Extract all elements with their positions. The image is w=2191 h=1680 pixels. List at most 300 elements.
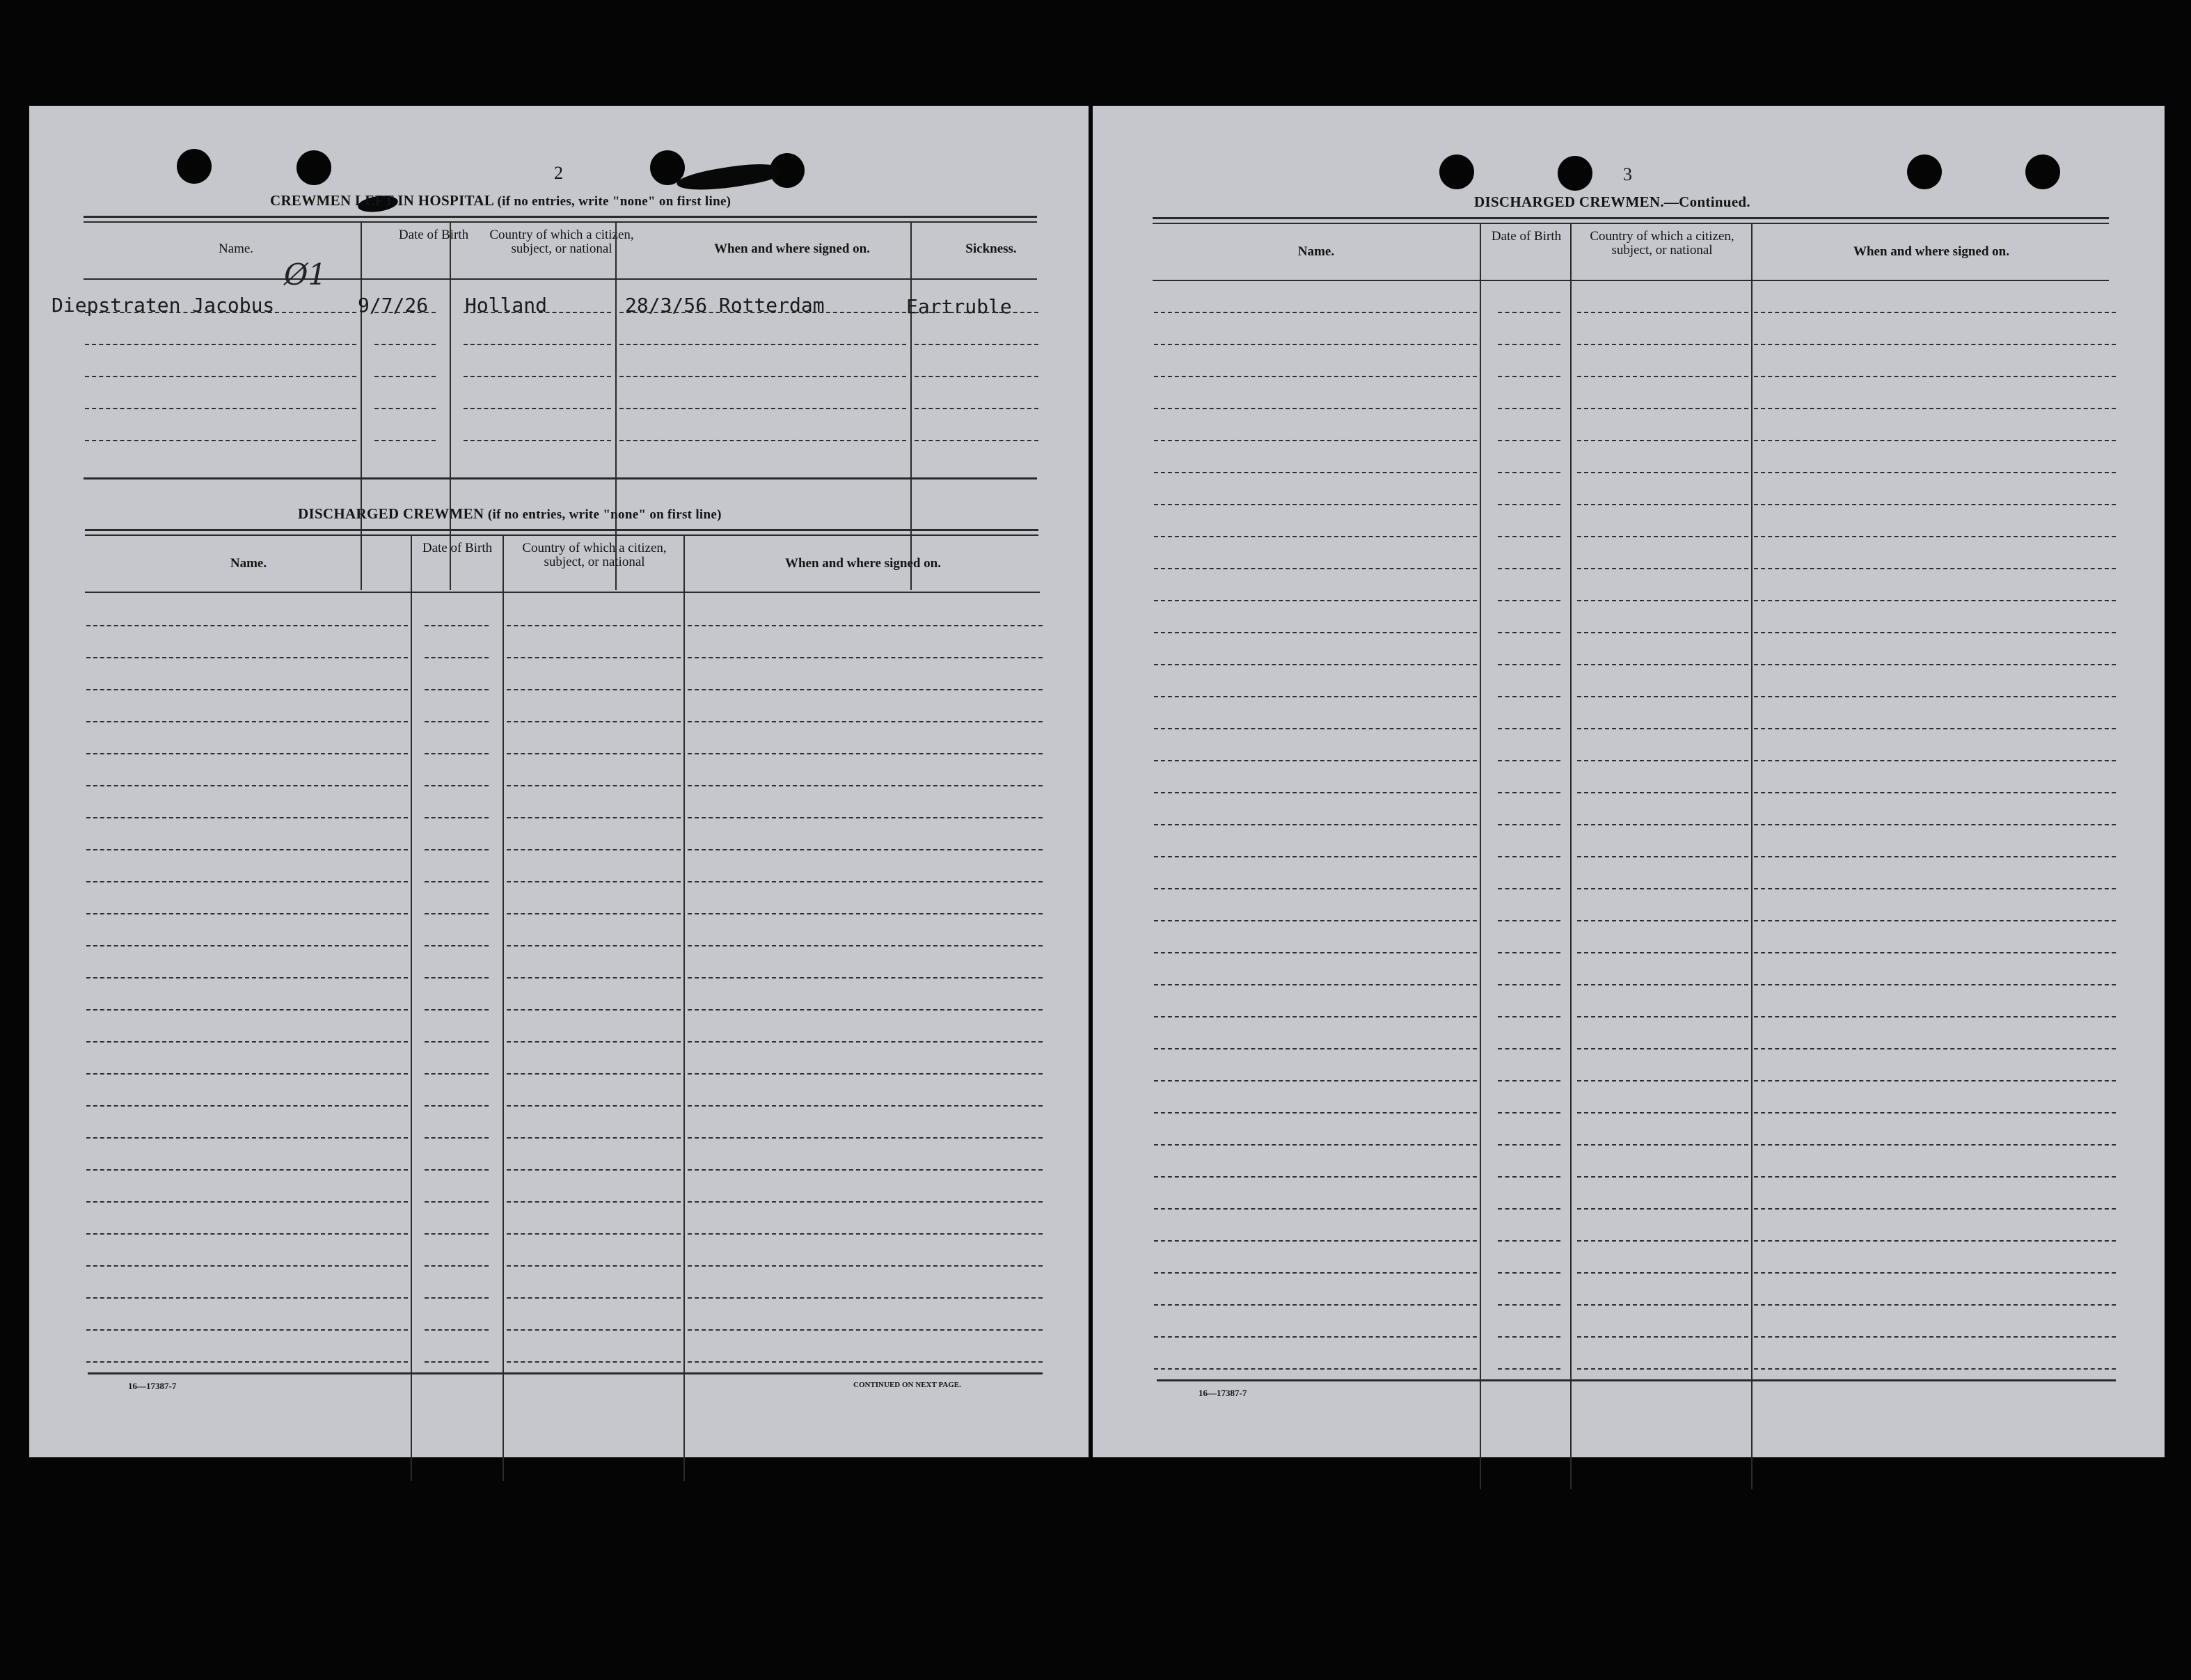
ruled-line	[425, 1265, 489, 1267]
ruled-line	[86, 785, 408, 786]
ruled-line	[1154, 1272, 1477, 1274]
ruled-line	[507, 1041, 681, 1043]
ruled-line	[86, 1041, 408, 1043]
ruled-line	[1577, 1048, 1748, 1049]
ruled-line	[688, 1233, 1043, 1235]
col-header-name: Name.	[1297, 244, 1335, 259]
ruled-line	[1154, 1144, 1477, 1146]
ruled-line	[1154, 1016, 1477, 1017]
ruled-line	[86, 1201, 408, 1203]
ruled-line	[507, 625, 681, 626]
rule	[88, 1372, 1043, 1374]
form-number: 16—17387-7	[128, 1381, 177, 1391]
ruled-line	[86, 1137, 408, 1139]
ruled-line	[1754, 504, 2116, 505]
ruled-line	[1154, 600, 1477, 601]
ruled-line	[425, 657, 489, 658]
ruled-line	[1498, 536, 1560, 537]
ruled-line	[507, 945, 681, 946]
ruled-line	[464, 376, 611, 377]
ruled-line	[1754, 472, 2116, 473]
ruled-line	[1577, 1112, 1748, 1114]
ruled-line	[688, 1009, 1043, 1011]
punch-hole	[1907, 154, 1942, 189]
ruled-line	[1754, 984, 2116, 985]
ruled-line	[688, 1169, 1043, 1171]
ruled-line	[1577, 536, 1748, 537]
ruled-line	[1154, 1240, 1477, 1242]
ruled-line	[1498, 1240, 1560, 1242]
ruled-line	[1154, 824, 1477, 825]
ruled-line	[85, 344, 356, 345]
ruled-line	[688, 817, 1043, 818]
ruled-line	[1498, 1368, 1560, 1370]
ruled-line	[1498, 632, 1560, 633]
ruled-line	[1498, 1016, 1560, 1017]
ruled-line	[1577, 856, 1748, 857]
punch-hole	[2025, 154, 2060, 189]
ruled-line	[1754, 1080, 2116, 1081]
ruled-line	[1498, 1272, 1560, 1274]
ruled-line	[688, 1297, 1043, 1299]
ruled-line	[1754, 568, 2116, 569]
page-title: DISCHARGED CREWMEN.—Continued.	[1474, 193, 1750, 210]
ruled-line	[464, 344, 611, 345]
entry-signed-on: 28/3/56 Rotterdam	[625, 294, 825, 317]
ruled-line	[619, 408, 906, 409]
ruled-line	[1498, 376, 1560, 377]
ruled-line	[1754, 952, 2116, 953]
rule	[1157, 1379, 2116, 1381]
ruled-line	[1754, 888, 2116, 889]
ruled-line	[86, 1233, 408, 1235]
ruled-line	[464, 312, 611, 313]
col-header-dob: Date of Birth	[422, 541, 493, 555]
ruled-line	[1154, 920, 1477, 921]
ruled-line	[688, 977, 1043, 978]
column-divider	[1480, 223, 1481, 1489]
ruled-line	[1498, 856, 1560, 857]
rule	[84, 221, 1037, 223]
punch-hole	[1439, 154, 1474, 189]
ruled-line	[507, 1265, 681, 1267]
rule	[84, 278, 1037, 280]
ruled-line	[374, 344, 436, 345]
ruled-line	[1154, 1080, 1477, 1081]
column-divider	[503, 534, 504, 1481]
ruled-line	[1498, 504, 1560, 505]
ruled-line	[1498, 1304, 1560, 1306]
ruled-line	[86, 1297, 408, 1299]
ruled-line	[86, 657, 408, 658]
ruled-line	[1498, 760, 1560, 761]
ruled-line	[507, 1137, 681, 1139]
ruled-line	[425, 1329, 489, 1331]
ruled-line	[1754, 632, 2116, 633]
ruled-line	[1754, 600, 2116, 601]
ruled-line	[1498, 824, 1560, 825]
ruled-line	[688, 1361, 1043, 1363]
ruled-line	[86, 849, 408, 850]
ruled-line	[1754, 1304, 2116, 1306]
ruled-line	[1577, 376, 1748, 377]
ruled-line	[915, 440, 1038, 441]
ruled-line	[1754, 1144, 2116, 1146]
ruled-line	[1754, 920, 2116, 921]
ruled-line	[1577, 728, 1748, 729]
ruled-line	[1577, 920, 1748, 921]
ruled-line	[1754, 856, 2116, 857]
ruled-line	[1154, 1208, 1477, 1210]
ruled-line	[619, 440, 906, 441]
ruled-line	[688, 785, 1043, 786]
ruled-line	[1498, 664, 1560, 665]
ruled-line	[1577, 1368, 1748, 1370]
ruled-line	[507, 657, 681, 658]
ruled-line	[1498, 408, 1560, 409]
ruled-line	[507, 817, 681, 818]
ruled-line	[1754, 536, 2116, 537]
ruled-line	[1754, 1048, 2116, 1049]
col-header-country: Country of which a citizen, subject, or national	[489, 228, 634, 256]
ruled-line	[1754, 728, 2116, 729]
ruled-line	[425, 1201, 489, 1203]
rule	[1153, 223, 2109, 224]
ruled-line	[1754, 1336, 2116, 1338]
ruled-line	[1577, 984, 1748, 985]
ruled-line	[425, 721, 489, 722]
entry-dob: 9/7/26	[358, 294, 429, 317]
ruled-line	[1154, 1048, 1477, 1049]
ruled-line	[374, 408, 436, 409]
left-page	[29, 106, 1089, 1457]
col-header-signed-on: When and where signed on.	[713, 241, 870, 256]
ruled-line	[507, 1361, 681, 1363]
ruled-line	[1154, 536, 1477, 537]
ruled-line	[425, 913, 489, 914]
ruled-line	[86, 1009, 408, 1011]
ruled-line	[1154, 696, 1477, 697]
ruled-line	[1754, 760, 2116, 761]
ruled-line	[1754, 440, 2116, 441]
ruled-line	[1577, 760, 1748, 761]
column-divider	[411, 534, 412, 1481]
ruled-line	[688, 945, 1043, 946]
rule	[85, 534, 1038, 536]
ruled-line	[425, 1169, 489, 1171]
ruled-line	[1577, 1240, 1748, 1242]
discharged-section-title: DISCHARGED CREWMEN (if no entries, write "none" on first line)	[298, 505, 722, 522]
ruled-line	[86, 1361, 408, 1363]
col-header-name: Name.	[218, 241, 254, 256]
ruled-line	[86, 817, 408, 818]
ruled-line	[1754, 408, 2116, 409]
ruled-line	[86, 977, 408, 978]
ruled-line	[425, 1009, 489, 1011]
ruled-line	[507, 881, 681, 882]
ruled-line	[1498, 344, 1560, 345]
ruled-line	[688, 1041, 1043, 1043]
ruled-line	[1577, 1080, 1748, 1081]
ruled-line	[374, 440, 436, 441]
ruled-line	[1154, 728, 1477, 729]
ruled-line	[507, 753, 681, 754]
ruled-line	[1577, 888, 1748, 889]
ruled-line	[1577, 632, 1748, 633]
ruled-line	[374, 376, 436, 377]
ruled-line	[86, 1329, 408, 1331]
ruled-line	[688, 753, 1043, 754]
ruled-line	[688, 721, 1043, 722]
ruled-line	[1754, 824, 2116, 825]
ruled-line	[85, 440, 356, 441]
ruled-line	[425, 881, 489, 882]
ruled-line	[1154, 344, 1477, 345]
ruled-line	[1577, 344, 1748, 345]
col-header-sickness: Sickness.	[965, 241, 1017, 256]
ruled-line	[1754, 1176, 2116, 1178]
ruled-line	[425, 1233, 489, 1235]
ruled-line	[1754, 792, 2116, 793]
ruled-line	[425, 689, 489, 690]
ruled-line	[688, 1201, 1043, 1203]
ruled-line	[507, 721, 681, 722]
ruled-line	[1154, 792, 1477, 793]
ruled-line	[425, 945, 489, 946]
ruled-line	[507, 977, 681, 978]
ruled-line	[1154, 472, 1477, 473]
ruled-line	[1577, 696, 1748, 697]
col-header-name: Name.	[230, 556, 267, 571]
ruled-line	[1754, 664, 2116, 665]
ruled-line	[1498, 1208, 1560, 1210]
ruled-line	[507, 1009, 681, 1011]
ruled-line	[1577, 1272, 1748, 1274]
rule	[85, 529, 1038, 531]
col-header-country: Country of which a citizen, subject, or national	[522, 541, 667, 569]
ruled-line	[1498, 1144, 1560, 1146]
ruled-line	[425, 1137, 489, 1139]
page-number: 2	[554, 163, 563, 183]
ruled-line	[1754, 1240, 2116, 1242]
ruled-line	[688, 1265, 1043, 1267]
rule	[85, 592, 1040, 593]
ruled-line	[1498, 1048, 1560, 1049]
ruled-line	[688, 913, 1043, 914]
col-header-signed-on: When and where signed on.	[1853, 244, 2009, 259]
ink-blot	[676, 158, 782, 197]
ruled-line	[688, 625, 1043, 626]
ruled-line	[1498, 920, 1560, 921]
ruled-line	[425, 977, 489, 978]
ruled-line	[1577, 1176, 1748, 1178]
ruled-line	[1498, 1112, 1560, 1114]
ruled-line	[1154, 760, 1477, 761]
ruled-line	[688, 1137, 1043, 1139]
ruled-line	[85, 312, 356, 313]
ruled-line	[1154, 1368, 1477, 1370]
ruled-line	[1754, 1112, 2116, 1114]
ruled-line	[86, 721, 408, 722]
ruled-line	[915, 408, 1038, 409]
ruled-line	[1154, 1176, 1477, 1178]
ruled-line	[1577, 1144, 1748, 1146]
ruled-line	[464, 408, 611, 409]
ruled-line	[86, 1169, 408, 1171]
ruled-line	[1154, 856, 1477, 857]
ruled-line	[1154, 408, 1477, 409]
rule	[84, 216, 1037, 218]
ruled-line	[1498, 792, 1560, 793]
ruled-line	[1154, 1112, 1477, 1114]
ruled-line	[1154, 952, 1477, 953]
ruled-line	[1498, 568, 1560, 569]
ruled-line	[425, 1105, 489, 1107]
ruled-line	[1498, 600, 1560, 601]
ruled-line	[1754, 312, 2116, 313]
ruled-line	[1154, 1304, 1477, 1306]
ruled-line	[1154, 376, 1477, 377]
ruled-line	[507, 1329, 681, 1331]
ruled-line	[915, 344, 1038, 345]
ruled-line	[1498, 984, 1560, 985]
ruled-line	[425, 1041, 489, 1043]
rule	[84, 477, 1037, 480]
right-page	[1093, 106, 2165, 1457]
ruled-line	[425, 625, 489, 626]
ruled-line	[1754, 344, 2116, 345]
ruled-line	[374, 312, 436, 313]
col-header-dob: Date of Birth	[398, 228, 469, 242]
ruled-line	[1577, 472, 1748, 473]
ruled-line	[1577, 568, 1748, 569]
punch-hole	[296, 150, 331, 185]
ruled-line	[1498, 1176, 1560, 1178]
ruled-line	[1577, 600, 1748, 601]
ruled-line	[86, 753, 408, 754]
col-header-dob: Date of Birth	[1491, 229, 1562, 244]
ruled-line	[86, 1265, 408, 1267]
ruled-line	[85, 376, 356, 377]
ruled-line	[1154, 984, 1477, 985]
ruled-line	[1498, 312, 1560, 313]
ruled-line	[507, 1201, 681, 1203]
ruled-line	[1754, 696, 2116, 697]
ruled-line	[507, 1233, 681, 1235]
column-divider	[683, 534, 685, 1481]
ruled-line	[1754, 1208, 2116, 1210]
ruled-line	[1577, 1304, 1748, 1306]
ruled-line	[425, 849, 489, 850]
ruled-line	[1577, 440, 1748, 441]
column-divider	[1570, 223, 1572, 1489]
rule	[1153, 280, 2109, 281]
ruled-line	[688, 849, 1043, 850]
ruled-line	[86, 1073, 408, 1075]
ruled-line	[1577, 824, 1748, 825]
ruled-line	[507, 689, 681, 690]
ruled-line	[1498, 888, 1560, 889]
column-divider	[1751, 223, 1753, 1489]
ruled-line	[85, 408, 356, 409]
ruled-line	[1498, 952, 1560, 953]
ruled-line	[1577, 312, 1748, 313]
ruled-line	[507, 1073, 681, 1075]
ruled-line	[688, 881, 1043, 882]
continued-note: CONTINUED ON NEXT PAGE.	[853, 1381, 961, 1389]
col-header-country: Country of which a citizen, subject, or national	[1590, 229, 1734, 257]
ruled-line	[1498, 472, 1560, 473]
ruled-line	[507, 785, 681, 786]
ruled-line	[425, 817, 489, 818]
ruled-line	[1498, 696, 1560, 697]
ruled-line	[507, 1169, 681, 1171]
ruled-line	[1577, 1208, 1748, 1210]
hospital-section-title: CREWMEN LEFT IN HOSPITAL (if no entries, write "none" on first line)	[270, 192, 731, 209]
entry-country: Holland	[465, 294, 548, 317]
ruled-line	[1754, 1368, 2116, 1370]
ruled-line	[425, 1361, 489, 1363]
ruled-line	[425, 1297, 489, 1299]
ruled-line	[688, 1329, 1043, 1331]
ruled-line	[86, 913, 408, 914]
ruled-line	[1754, 1272, 2116, 1274]
ruled-line	[1754, 376, 2116, 377]
ruled-line	[86, 689, 408, 690]
ruled-line	[1154, 568, 1477, 569]
ruled-line	[1154, 504, 1477, 505]
ruled-line	[86, 945, 408, 946]
ruled-line	[1154, 888, 1477, 889]
form-number: 16—17387-7	[1199, 1388, 1247, 1398]
ruled-line	[619, 344, 906, 345]
punch-hole	[177, 149, 212, 184]
ruled-line	[915, 376, 1038, 377]
ruled-line	[688, 657, 1043, 658]
ruled-line	[1154, 440, 1477, 441]
ruled-line	[425, 753, 489, 754]
ruled-line	[507, 849, 681, 850]
ruled-line	[86, 1105, 408, 1107]
ruled-line	[1154, 632, 1477, 633]
ruled-line	[1754, 1016, 2116, 1017]
ruled-line	[619, 312, 906, 313]
ruled-line	[1577, 504, 1748, 505]
ruled-line	[507, 1105, 681, 1107]
ruled-line	[86, 881, 408, 882]
ruled-line	[507, 913, 681, 914]
ruled-line	[688, 1105, 1043, 1107]
entry-sickness: Eartruble	[906, 295, 1012, 318]
ruled-line	[1498, 728, 1560, 729]
ruled-line	[1577, 408, 1748, 409]
punch-hole	[1558, 156, 1592, 191]
ruled-line	[688, 689, 1043, 690]
rule	[1153, 217, 2109, 219]
col-header-signed-on: When and where signed on.	[784, 556, 941, 571]
ruled-line	[464, 440, 611, 441]
ruled-line	[1577, 1336, 1748, 1338]
ruled-line	[1577, 664, 1748, 665]
ruled-line	[1498, 1336, 1560, 1338]
ruled-line	[915, 312, 1038, 313]
ruled-line	[1154, 1336, 1477, 1338]
ruled-line	[619, 376, 906, 377]
ruled-line	[1577, 792, 1748, 793]
ruled-line	[1498, 440, 1560, 441]
page-number: 3	[1623, 164, 1632, 184]
entry-name: Diepstraten Jacobus	[52, 294, 275, 317]
